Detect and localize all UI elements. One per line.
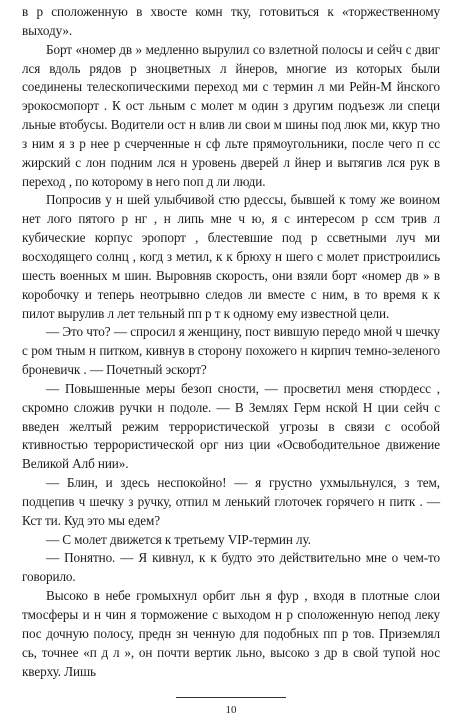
paragraph-7: — С молет движется к третьему VIP-термин лу. xyxy=(46,531,311,547)
paragraph-1: в р сположенную в хвосте комн тку, готовиться к «торжественному выходу». xyxy=(22,4,440,38)
paragraph-8: — Понятно. — Я кивнул, к к будто это действительно мне о чем-то говорило. xyxy=(22,550,440,585)
paragraph-6: — Блин, и здесь неспокойно! — я грустно ухмыльнулся, з тем, подцепив ч шечку з ручку, отпил м ленький глоточек горячего н питк . — Кст ти. Куд это мы едем? xyxy=(22,475,440,528)
book-page xyxy=(22,3,440,681)
paragraph-2: Борт «номер дв » медленно вырулил со взлетной полосы и сейч с двиг лся вдоль рядов р зноцветных л йнеров, многие из которых были соединены телескопическими переход ми с термин л ми Рейн-М йнского эрокосмопорт . К ост льным с молет м один з другим подъезж ли специ льные втобусы. Водители ост н влив ли свои м шины под люк ми, ккур тно з ним я з р нее р счерченные н сф льте прямоугольники, после чего п сс жирский с лон подним лся н уровень дверей л йнер и вытягив лся рук в переход , по которому в него поп д ли люди. xyxy=(22,41,440,189)
page-number: 10 xyxy=(225,704,237,716)
paragraph-9: Высоко в небе громыхнул орбит льн я фур , входя в плотные слои тмосферы и н чин я торможение с выходом н р сположенную непод леку пос дочную полосу, предн зн ченную для подобных пп р тов. Приземлял сь, точнее «п д л », он почти вертик льно, высоко з др в свой тупой нос кверху. Лишь xyxy=(22,588,440,679)
paragraph-4: — Это что? — спросил я женщину, пост вившую передо мной ч шечку с ром тным н питком, кивнув в сторону похожего н кирпич темно-зеленого броневичк . — Почетный эскорт? xyxy=(22,324,440,378)
paragraph-5: — Повышенные меры безоп сности, — просветил меня стюрдесс , скромно сложив ручки н подоле. — В Землях Герм нской Н ции сейч с введен желтый режим террористической угрозы в связи с особой ктивностью террористической орг низ ции «Освободительное движение Великой Алб нии». xyxy=(22,380,440,472)
paragraph-3: Попросив у н шей улыбчивой стю рдессы, бывшей к тому же воином нет лого пятого р нг , н липь мне ч ю, я с интересом р ссм трив л кубические корпус эропорт , блестевшие под р ссветными луч ми восходящего солнц , когд з метил, к к брюху н шего с молет пристроились шесть военных м шин. Выровняв скорость, они взяли борт «номер дв » в коробочку и теперь неотрывно следов ли вместе с ним, в то время к к пилот вырулив л лет тельный пп р т к одному ему известной цели. xyxy=(22,192,440,321)
footer-rule xyxy=(176,697,286,698)
